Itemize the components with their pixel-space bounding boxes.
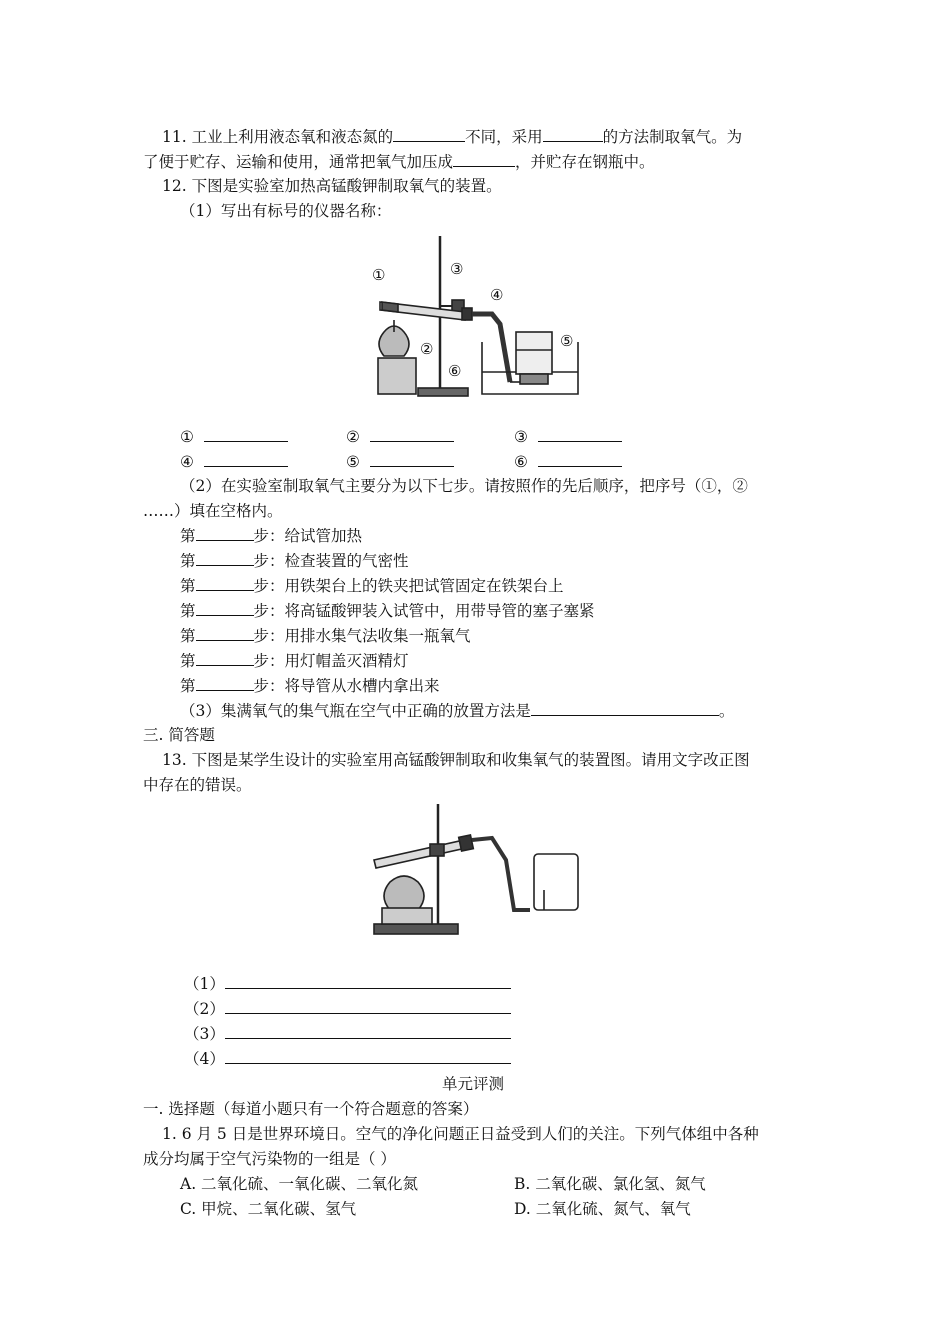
q12-sub3-text: （3）集满氧气的集气瓶在空气中正确的放置方法是 [180, 702, 531, 720]
step-blank[interactable] [196, 624, 254, 641]
step-row [180, 674, 440, 698]
step-blank[interactable] [196, 524, 254, 541]
fig1-label-3: ③ [450, 260, 464, 278]
q13-mark: （4） [184, 1050, 225, 1068]
q12-sub1: （1）写出有标号的仪器名称： [180, 202, 392, 220]
option-d[interactable]: D. 二氧化硫、氮气、氧气 [514, 1200, 691, 1218]
q13-answer-row [184, 997, 511, 1021]
step-prefix: 第 [180, 652, 196, 670]
step-text: 将高锰酸钾装入试管中，用带导管的塞子塞紧 [284, 602, 595, 620]
step-blank[interactable] [196, 574, 254, 591]
q1-stem-2: 成分均属于空气污染物的一组是（ ） [143, 1150, 396, 1168]
step-blank[interactable] [196, 549, 254, 566]
step-blank[interactable] [196, 649, 254, 666]
q12-answer-row-2 [180, 450, 288, 474]
option-c[interactable]: C. 甲烷、二氧化碳、氢气 [180, 1200, 357, 1218]
q13-answer-row [184, 972, 511, 996]
step-blank[interactable] [196, 674, 254, 691]
step-row [180, 549, 409, 573]
step-row [180, 524, 362, 548]
answer-mark-2: ② [346, 428, 360, 446]
step-text: 将导管从水槽内拿出来 [284, 677, 440, 695]
step-mid: 步： [253, 602, 285, 620]
q13-answer-blank[interactable] [225, 1022, 511, 1039]
step-row [180, 649, 409, 673]
step-row [180, 599, 595, 623]
q12-answer-row-1c [514, 425, 622, 449]
fig1-label-5: ⑤ [560, 332, 574, 350]
q13-answer-row [184, 1047, 511, 1071]
step-mid: 步： [253, 677, 285, 695]
q13-stem-2: 中存在的错误。 [143, 776, 252, 794]
fig1-label-6: ⑥ [448, 362, 462, 380]
step-prefix: 第 [180, 577, 196, 595]
unit-title: 单元评测 [442, 1075, 505, 1093]
step-text: 用排水集气法收集一瓶氧气 [284, 627, 471, 645]
step-text: 用灯帽盖灭酒精灯 [284, 652, 409, 670]
q12-sub3-blank[interactable] [531, 699, 719, 716]
q12-sub3-end: 。 [718, 702, 735, 720]
section-1-heading: 一. 选择题（每道小题只有一个符合题意的答案） [143, 1100, 479, 1118]
q12-answer-row-2c [514, 450, 622, 474]
q11-text-1: 11. 工业上利用液态氧和液态氮的 [162, 128, 394, 146]
section-3-heading: 三. 简答题 [143, 726, 215, 744]
step-text: 给试管加热 [284, 527, 363, 545]
fig1-label-2: ② [420, 340, 434, 358]
q12-answer-row-1 [180, 425, 288, 449]
q1-stem-1: 1. 6 月 5 日是世界环境日。空气的净化问题正日益受到人们的关注。下列气体组中各种 [162, 1125, 759, 1143]
answer-blank-5[interactable] [370, 450, 454, 467]
answer-mark-6: ⑥ [514, 453, 528, 471]
step-text: 检查装置的气密性 [284, 552, 409, 570]
step-prefix: 第 [180, 527, 196, 545]
q13-mark: （3） [184, 1025, 225, 1043]
answer-blank-2[interactable] [370, 425, 454, 442]
step-text: 用铁架台上的铁夹把试管固定在铁架台上 [284, 577, 564, 595]
answer-mark-3: ③ [514, 428, 528, 446]
apparatus-figure-1 [370, 232, 590, 404]
q11-line2 [143, 150, 655, 174]
step-mid: 步： [253, 577, 285, 595]
step-blank[interactable] [196, 599, 254, 616]
q12-sub2-line1: （2）在实验室制取氧气主要分为以下七步。请按照作的先后顺序，把序号（①，② [180, 477, 748, 495]
q12-sub3 [180, 699, 734, 723]
q12-answer-row-2b [346, 450, 454, 474]
answer-blank-6[interactable] [538, 450, 622, 467]
answer-mark-1: ① [180, 428, 194, 446]
q13-answer-blank[interactable] [225, 1047, 511, 1064]
step-mid: 步： [253, 527, 285, 545]
apparatus-figure-2 [368, 800, 590, 942]
step-mid: 步： [253, 627, 285, 645]
step-row [180, 574, 564, 598]
q13-answer-blank[interactable] [225, 997, 511, 1014]
q11-blank-1[interactable] [393, 125, 465, 142]
answer-blank-3[interactable] [538, 425, 622, 442]
q12-answer-row-1b [346, 425, 454, 449]
q13-mark: （1） [184, 975, 225, 993]
q11-text-4: 了便于贮存、运输和使用，通常把氧气加压成 [143, 153, 454, 171]
q13-answer-blank[interactable] [225, 972, 511, 989]
option-a[interactable]: A. 二氧化硫、一氧化碳、二氧化氮 [180, 1175, 419, 1193]
option-b[interactable]: B. 二氧化碳、氯化氢、氮气 [514, 1175, 706, 1193]
step-prefix: 第 [180, 602, 196, 620]
answer-blank-1[interactable] [204, 425, 288, 442]
answer-mark-4: ④ [180, 453, 194, 471]
fig1-label-1: ① [372, 266, 386, 284]
q11-text-5: ，并贮存在钢瓶中。 [515, 153, 655, 171]
step-prefix: 第 [180, 627, 196, 645]
q12-stem: 12. 下图是实验室加热高锰酸钾制取氧气的装置。 [162, 177, 502, 195]
q13-answer-row [184, 1022, 511, 1046]
q11-text-2: 不同，采用 [465, 128, 543, 146]
step-row [180, 624, 471, 648]
answer-mark-5: ⑤ [346, 453, 360, 471]
step-prefix: 第 [180, 552, 196, 570]
q11-blank-3[interactable] [453, 150, 515, 167]
fig1-label-4: ④ [490, 286, 504, 304]
step-mid: 步： [253, 552, 285, 570]
q11-text-3: 的方法制取氧气。为 [602, 128, 743, 146]
step-mid: 步： [253, 652, 285, 670]
answer-blank-4[interactable] [204, 450, 288, 467]
step-prefix: 第 [180, 677, 196, 695]
q12-sub2-line2: ……）填在空格内。 [143, 502, 283, 520]
q11-line1 [162, 125, 742, 149]
q11-blank-2[interactable] [543, 125, 603, 142]
q13-stem-1: 13. 下图是某学生设计的实验室用高锰酸钾制取和收集氧气的装置图。请用文字改正图 [162, 751, 750, 769]
q13-mark: （2） [184, 1000, 225, 1018]
